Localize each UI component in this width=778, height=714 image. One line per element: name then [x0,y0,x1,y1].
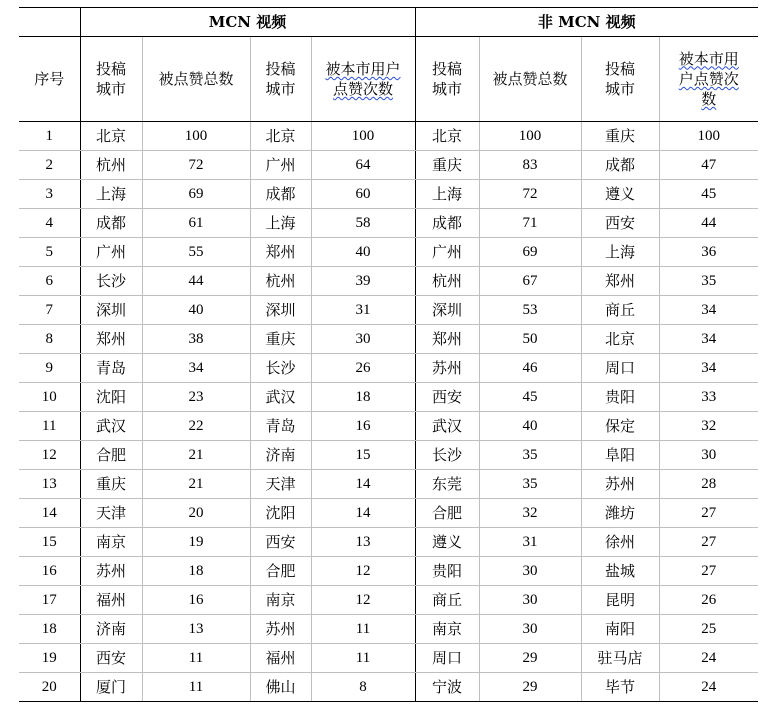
non-local-likes-cell: 30 [659,441,758,470]
mcn-local-likes-cell: 15 [311,441,415,470]
non-total-likes-cell: 35 [479,470,581,499]
mcn-local-likes-cell: 13 [311,528,415,557]
non-total-likes-cell: 67 [479,267,581,296]
mcn-city-a-cell: 厦门 [80,673,142,702]
index-cell: 10 [19,383,80,412]
mcn-city-a-cell: 合肥 [80,441,142,470]
city-likes-table [19,7,758,702]
non-city-a-cell: 贵阳 [415,557,479,586]
non-city-a-cell: 东莞 [415,470,479,499]
non-city-b-cell: 南阳 [581,615,659,644]
non-local-likes-cell: 27 [659,528,758,557]
header-blank-cell [19,8,80,37]
index-cell: 5 [19,238,80,267]
index-cell: 13 [19,470,80,499]
index-cell: 1 [19,122,80,151]
non-total-likes-cell: 45 [479,383,581,412]
mcn-local-likes-cell: 14 [311,470,415,499]
non-local-likes-cell: 24 [659,644,758,673]
mcn-local-likes-cell: 30 [311,325,415,354]
mcn-total-likes-cell: 69 [142,180,250,209]
mcn-city-a-cell: 武汉 [80,412,142,441]
mcn-city-b-cell: 西安 [250,528,311,557]
index-cell: 2 [19,151,80,180]
mcn-local-likes-cell: 58 [311,209,415,238]
mcn-local-likes-cell: 12 [311,586,415,615]
table-row [19,528,758,557]
non-city-a-cell: 商丘 [415,586,479,615]
non-local-likes-cell: 27 [659,499,758,528]
mcn-total-likes-cell: 23 [142,383,250,412]
table-row [19,673,758,702]
non-city-a-cell: 西安 [415,383,479,412]
mcn-local-likes-cell: 64 [311,151,415,180]
table-row [19,238,758,267]
non-local-likes-cell: 33 [659,383,758,412]
non-city-a-cell: 北京 [415,122,479,151]
non-city-b-cell: 北京 [581,325,659,354]
non-total-likes-cell: 100 [479,122,581,151]
col-header-non-city-b [581,37,659,122]
mcn-local-likes-cell: 40 [311,238,415,267]
mcn-city-a-cell: 福州 [80,586,142,615]
non-city-a-cell: 武汉 [415,412,479,441]
non-city-b-cell: 昆明 [581,586,659,615]
col-header-non-local-likes-label: 被本市用户点赞次数 [678,49,739,109]
non-city-b-cell: 苏州 [581,470,659,499]
mcn-city-a-cell: 济南 [80,615,142,644]
index-cell: 17 [19,586,80,615]
mcn-total-likes-cell: 11 [142,644,250,673]
col-header-index-label: 序号 [34,69,65,88]
mcn-city-a-cell: 重庆 [80,470,142,499]
mcn-city-a-cell: 郑州 [80,325,142,354]
mcn-city-a-cell: 青岛 [80,354,142,383]
non-city-a-cell: 周口 [415,644,479,673]
mcn-city-a-cell: 成都 [80,209,142,238]
non-local-likes-cell: 28 [659,470,758,499]
mcn-total-likes-cell: 13 [142,615,250,644]
mcn-local-likes-cell: 31 [311,296,415,325]
table-row [19,267,758,296]
index-cell: 19 [19,644,80,673]
col-header-mcn-total-likes [142,37,250,122]
non-local-likes-cell: 26 [659,586,758,615]
mcn-local-likes-cell: 60 [311,180,415,209]
non-total-likes-cell: 53 [479,296,581,325]
mcn-local-likes-cell: 11 [311,644,415,673]
mcn-city-b-cell: 济南 [250,441,311,470]
index-cell: 7 [19,296,80,325]
mcn-total-likes-cell: 44 [142,267,250,296]
mcn-total-likes-cell: 38 [142,325,250,354]
mcn-city-b-cell: 深圳 [250,296,311,325]
non-city-a-cell: 宁波 [415,673,479,702]
col-header-index [19,37,80,122]
mcn-city-a-cell: 苏州 [80,557,142,586]
index-cell: 15 [19,528,80,557]
table-row [19,296,758,325]
non-local-likes-cell: 25 [659,615,758,644]
non-local-likes-cell: 27 [659,557,758,586]
non-total-likes-cell: 29 [479,644,581,673]
non-total-likes-cell: 83 [479,151,581,180]
mcn-local-likes-cell: 14 [311,499,415,528]
non-city-b-cell: 毕节 [581,673,659,702]
index-cell: 18 [19,615,80,644]
non-local-likes-cell: 34 [659,325,758,354]
non-local-likes-cell: 35 [659,267,758,296]
mcn-city-b-cell: 北京 [250,122,311,151]
non-total-likes-cell: 30 [479,615,581,644]
mcn-city-b-cell: 长沙 [250,354,311,383]
mcn-city-b-cell: 郑州 [250,238,311,267]
col-header-non-total-likes-label: 被点赞总数 [492,69,568,88]
mcn-local-likes-cell: 26 [311,354,415,383]
non-total-likes-cell: 30 [479,557,581,586]
mcn-city-a-cell: 杭州 [80,151,142,180]
col-header-mcn-total-likes-label: 被点赞总数 [158,69,234,88]
table-row [19,209,758,238]
index-cell: 14 [19,499,80,528]
mcn-city-b-cell: 成都 [250,180,311,209]
index-cell: 8 [19,325,80,354]
index-cell: 3 [19,180,80,209]
table-row [19,354,758,383]
non-total-likes-cell: 32 [479,499,581,528]
table-row [19,151,758,180]
non-local-likes-cell: 24 [659,673,758,702]
mcn-city-a-cell: 北京 [80,122,142,151]
non-city-b-cell: 西安 [581,209,659,238]
non-city-b-cell: 贵阳 [581,383,659,412]
mcn-total-likes-cell: 21 [142,441,250,470]
col-header-non-local-likes [659,37,758,122]
non-local-likes-cell: 36 [659,238,758,267]
index-cell: 11 [19,412,80,441]
mcn-city-b-cell: 南京 [250,586,311,615]
non-total-likes-cell: 71 [479,209,581,238]
table-row [19,557,758,586]
mcn-city-a-cell: 南京 [80,528,142,557]
mcn-city-b-cell: 佛山 [250,673,311,702]
mcn-city-b-cell: 苏州 [250,615,311,644]
non-city-b-cell: 重庆 [581,122,659,151]
index-cell: 16 [19,557,80,586]
col-header-mcn-city-a [80,37,142,122]
mcn-city-a-cell: 天津 [80,499,142,528]
non-total-likes-cell: 40 [479,412,581,441]
non-city-b-cell: 成都 [581,151,659,180]
non-city-b-cell: 商丘 [581,296,659,325]
mcn-total-likes-cell: 22 [142,412,250,441]
col-header-mcn-city-a-label: 投稿城市 [95,59,126,98]
non-local-likes-cell: 34 [659,296,758,325]
non-city-b-cell: 阜阳 [581,441,659,470]
non-city-a-cell: 合肥 [415,499,479,528]
index-cell: 9 [19,354,80,383]
mcn-city-a-cell: 长沙 [80,267,142,296]
table-row [19,412,758,441]
index-cell: 12 [19,441,80,470]
mcn-local-likes-cell: 18 [311,383,415,412]
mcn-city-a-cell: 上海 [80,180,142,209]
mcn-local-likes-cell: 39 [311,267,415,296]
non-total-likes-cell: 46 [479,354,581,383]
non-city-b-cell: 周口 [581,354,659,383]
mcn-city-b-cell: 杭州 [250,267,311,296]
non-city-b-cell: 潍坊 [581,499,659,528]
non-local-likes-cell: 34 [659,354,758,383]
col-header-non-total-likes [479,37,581,122]
mcn-total-likes-cell: 100 [142,122,250,151]
mcn-city-b-cell: 重庆 [250,325,311,354]
col-header-non-city-a [415,37,479,122]
mcn-city-b-cell: 广州 [250,151,311,180]
non-local-likes-cell: 100 [659,122,758,151]
non-city-a-cell: 苏州 [415,354,479,383]
mcn-city-a-cell: 西安 [80,644,142,673]
mcn-city-b-cell: 沈阳 [250,499,311,528]
table-row [19,122,758,151]
col-header-mcn-city-b-label: 投稿城市 [265,59,296,98]
non-total-likes-cell: 35 [479,441,581,470]
non-city-a-cell: 成都 [415,209,479,238]
non-local-likes-cell: 47 [659,151,758,180]
table-row [19,615,758,644]
non-local-likes-cell: 32 [659,412,758,441]
non-city-a-cell: 郑州 [415,325,479,354]
col-header-mcn-local-likes-label: 被本市用户点赞次数 [325,59,401,98]
table-row [19,325,758,354]
non-city-a-cell: 上海 [415,180,479,209]
mcn-city-b-cell: 天津 [250,470,311,499]
mcn-total-likes-cell: 21 [142,470,250,499]
col-header-mcn-local-likes [311,37,415,122]
table-body [19,122,758,702]
mcn-total-likes-cell: 40 [142,296,250,325]
non-total-likes-cell: 50 [479,325,581,354]
mcn-city-b-cell: 青岛 [250,412,311,441]
mcn-total-likes-cell: 18 [142,557,250,586]
table-row [19,383,758,412]
table-row [19,441,758,470]
mcn-total-likes-cell: 20 [142,499,250,528]
mcn-local-likes-cell: 8 [311,673,415,702]
mcn-total-likes-cell: 11 [142,673,250,702]
mcn-city-b-cell: 上海 [250,209,311,238]
non-total-likes-cell: 31 [479,528,581,557]
mcn-total-likes-cell: 72 [142,151,250,180]
index-cell: 6 [19,267,80,296]
table-row [19,180,758,209]
non-city-a-cell: 杭州 [415,267,479,296]
non-city-b-cell: 上海 [581,238,659,267]
mcn-group-header: MCN 视频 [80,8,415,37]
mcn-local-likes-cell: 16 [311,412,415,441]
mcn-total-likes-cell: 55 [142,238,250,267]
mcn-city-a-cell: 广州 [80,238,142,267]
non-city-a-cell: 遵义 [415,528,479,557]
mcn-city-a-cell: 沈阳 [80,383,142,412]
mcn-total-likes-cell: 61 [142,209,250,238]
col-header-non-city-b-label: 投稿 城市 [604,59,635,98]
non-total-likes-cell: 30 [479,586,581,615]
table-row [19,470,758,499]
non-city-a-cell: 广州 [415,238,479,267]
mcn-city-b-cell: 武汉 [250,383,311,412]
index-cell: 4 [19,209,80,238]
non-city-a-cell: 南京 [415,615,479,644]
non-city-b-cell: 遵义 [581,180,659,209]
col-header-non-city-a-label: 投稿城市 [431,59,462,98]
mcn-local-likes-cell: 100 [311,122,415,151]
table-row [19,644,758,673]
mcn-city-b-cell: 福州 [250,644,311,673]
mcn-local-likes-cell: 12 [311,557,415,586]
non-city-b-cell: 盐城 [581,557,659,586]
non-mcn-group-header: 非 MCN 视频 [415,8,758,37]
non-total-likes-cell: 29 [479,673,581,702]
mcn-total-likes-cell: 19 [142,528,250,557]
non-city-a-cell: 重庆 [415,151,479,180]
index-cell: 20 [19,673,80,702]
non-city-b-cell: 徐州 [581,528,659,557]
mcn-city-b-cell: 合肥 [250,557,311,586]
non-city-a-cell: 长沙 [415,441,479,470]
mcn-total-likes-cell: 34 [142,354,250,383]
non-city-b-cell: 保定 [581,412,659,441]
mcn-total-likes-cell: 16 [142,586,250,615]
mcn-city-a-cell: 深圳 [80,296,142,325]
mcn-local-likes-cell: 11 [311,615,415,644]
table-row [19,499,758,528]
non-city-a-cell: 深圳 [415,296,479,325]
non-city-b-cell: 驻马店 [581,644,659,673]
non-local-likes-cell: 44 [659,209,758,238]
table-row [19,586,758,615]
non-city-b-cell: 郑州 [581,267,659,296]
col-header-mcn-city-b [250,37,311,122]
non-local-likes-cell: 45 [659,180,758,209]
non-total-likes-cell: 72 [479,180,581,209]
non-total-likes-cell: 69 [479,238,581,267]
